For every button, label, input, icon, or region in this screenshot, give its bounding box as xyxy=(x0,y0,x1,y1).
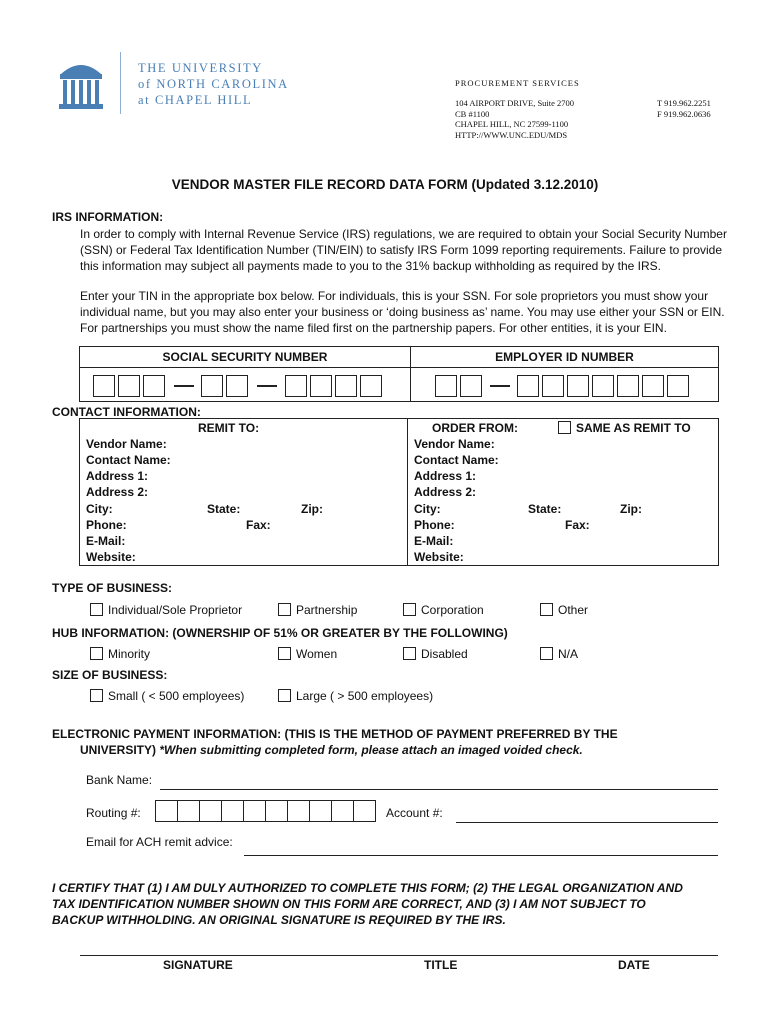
checkbox-icon[interactable] xyxy=(278,647,291,660)
ssn-digit-3[interactable] xyxy=(143,375,165,397)
remit-zip-field[interactable]: Zip: xyxy=(301,502,323,516)
option-label: Minority xyxy=(108,647,151,661)
option-label: N/A xyxy=(558,647,579,661)
order-email-field[interactable]: E-Mail: xyxy=(414,534,454,548)
order-city-field[interactable]: City: xyxy=(414,502,441,516)
payment-heading-line-1: ELECTRONIC PAYMENT INFORMATION: (THIS IS THE METHOD OF PAYMENT PREFERRED BY THE xyxy=(52,727,618,741)
routing-digit[interactable] xyxy=(331,800,354,822)
remit-fax-field[interactable]: Fax: xyxy=(246,518,271,532)
size-option-large[interactable] xyxy=(278,689,433,703)
order-website-field[interactable]: Website: xyxy=(414,550,464,564)
payment-heading-line-2 xyxy=(52,742,618,758)
routing-digit[interactable] xyxy=(265,800,288,822)
routing-digit[interactable] xyxy=(199,800,222,822)
checkbox-icon[interactable] xyxy=(90,647,103,660)
payment-heading xyxy=(52,726,618,758)
ssn-digit-9[interactable] xyxy=(360,375,382,397)
text-line: individual name, but you may also enter your business or ‘doing business as’ name. You may use either your SSN or EIN. xyxy=(80,305,725,319)
bank-name-label: Bank Name: xyxy=(86,773,153,787)
ssn-digit-1[interactable] xyxy=(93,375,115,397)
text-line: TAX IDENTIFICATION NUMBER SHOWN ON THIS FORM ARE CORRECT, AND (3) I AM NOT SUBJECT TO xyxy=(52,897,646,911)
irs-paragraph-2 xyxy=(80,288,725,336)
tin-header-divider xyxy=(80,367,718,368)
hub-option-disabled[interactable] xyxy=(403,647,468,661)
payment-heading-line-2a: UNIVERSITY) xyxy=(80,743,160,757)
checkbox-icon[interactable] xyxy=(278,689,291,702)
option-label: Large ( > 500 employees) xyxy=(296,689,434,703)
order-fax-field[interactable]: Fax: xyxy=(565,518,590,532)
text-line: For partnerships you must show the name filed first on the partnership papers. For other entities, it is your EIN. xyxy=(80,321,667,335)
text-line: BACKUP WITHHOLDING. AN ORIGINAL SIGNATURE IS REQUIRED BY THE IRS. xyxy=(52,913,506,927)
same-as-remit-checkbox[interactable] xyxy=(558,421,691,435)
address-line: CB #1100 xyxy=(455,108,490,119)
remit-city-field[interactable]: City: xyxy=(86,502,113,516)
size-option-small[interactable] xyxy=(90,689,244,703)
checkbox-icon[interactable] xyxy=(90,603,103,616)
department-name: PROCUREMENT SERVICES xyxy=(455,78,580,88)
signature-label: SIGNATURE xyxy=(163,958,233,972)
old-well-icon xyxy=(56,56,106,112)
routing-digit[interactable] xyxy=(353,800,376,822)
order-from-heading: ORDER FROM: xyxy=(432,421,518,435)
routing-label: Routing #: xyxy=(86,806,141,820)
account-label: Account #: xyxy=(386,806,443,820)
ein-digit-3[interactable] xyxy=(517,375,539,397)
ssn-digit-8[interactable] xyxy=(335,375,357,397)
routing-digit[interactable] xyxy=(177,800,200,822)
option-label: Disabled xyxy=(421,647,468,661)
irs-paragraph-1 xyxy=(80,226,727,274)
uni-line-3: at CHAPEL HILL xyxy=(138,93,253,107)
dash xyxy=(174,385,194,387)
option-label: Individual/Sole Proprietor xyxy=(108,603,243,617)
remit-vendor-name-field[interactable]: Vendor Name: xyxy=(86,437,167,451)
ein-digit-2[interactable] xyxy=(460,375,482,397)
routing-digit[interactable] xyxy=(243,800,266,822)
checkbox-icon[interactable] xyxy=(90,689,103,702)
text-line: I CERTIFY THAT (1) I AM DULY AUTHORIZED TO COMPLETE THIS FORM; (2) THE LEGAL ORGANIZATION AND xyxy=(52,881,683,895)
ein-digit-1[interactable] xyxy=(435,375,457,397)
text-line: this information may subject all payments made to you to the 31% backup withholding as required by the IRS. xyxy=(80,259,661,273)
form-title: VENDOR MASTER FILE RECORD DATA FORM (Updated 3.12.2010) xyxy=(171,177,599,192)
same-as-label: SAME AS REMIT TO xyxy=(576,421,691,435)
order-contact-name-field[interactable]: Contact Name: xyxy=(414,453,499,467)
ach-email-label: Email for ACH remit advice: xyxy=(86,835,233,849)
ach-email-input[interactable] xyxy=(244,855,718,856)
remit-contact-name-field[interactable]: Contact Name: xyxy=(86,453,171,467)
irs-heading: IRS INFORMATION: xyxy=(52,210,164,224)
business-option-corporation[interactable] xyxy=(403,603,484,617)
order-state-field[interactable]: State: xyxy=(528,502,562,516)
address-line: 104 AIRPORT DRIVE, Suite 2700 xyxy=(455,98,575,108)
text-line: Enter your TIN in the appropriate box below. For individuals, this is your SSN. For sole proprietors you must show your xyxy=(80,289,709,303)
ein-digit-8[interactable] xyxy=(642,375,664,397)
ein-digit-6[interactable] xyxy=(592,375,614,397)
ssn-digit-7[interactable] xyxy=(310,375,332,397)
ssn-digit-6[interactable] xyxy=(285,375,307,397)
hub-option-minority[interactable] xyxy=(90,647,150,661)
ssn-label: SOCIAL SECURITY NUMBER xyxy=(162,350,328,364)
contact-table xyxy=(79,418,719,566)
fax-number: F 919.962.0636 xyxy=(657,108,711,119)
option-label: Women xyxy=(296,647,338,661)
checkbox-icon[interactable] xyxy=(403,647,416,660)
remit-phone-field[interactable]: Phone: xyxy=(86,518,127,532)
ein-label: EMPLOYER ID NUMBER xyxy=(495,350,634,364)
routing-digit[interactable] xyxy=(155,800,178,822)
remit-state-field[interactable]: State: xyxy=(207,502,241,516)
ssn-digit-4[interactable] xyxy=(201,375,223,397)
business-option-partnership[interactable] xyxy=(278,603,357,617)
text-line: In order to comply with Internal Revenue Service (IRS) regulations, we are required to obtain your Social Security Number xyxy=(80,227,727,241)
checkbox-icon[interactable] xyxy=(403,603,416,616)
dash xyxy=(257,385,277,387)
order-address-1-field[interactable]: Address 1: xyxy=(414,469,477,483)
university-name xyxy=(138,60,289,108)
size-heading: SIZE OF BUSINESS: xyxy=(52,668,168,682)
remit-email-field[interactable]: E-Mail: xyxy=(86,534,126,548)
hub-option-women[interactable] xyxy=(278,647,337,661)
order-zip-field[interactable]: Zip: xyxy=(620,502,642,516)
checkbox-icon[interactable] xyxy=(540,603,553,616)
ein-digit-4[interactable] xyxy=(542,375,564,397)
remit-to-heading: REMIT TO: xyxy=(198,421,260,435)
date-label: DATE xyxy=(618,958,650,972)
checkbox-icon[interactable] xyxy=(558,421,571,434)
certification-statement xyxy=(52,880,683,928)
account-number-input[interactable] xyxy=(456,822,718,823)
text-line: (SSN) or Federal Tax Identification Number (TIN/EIN) to satisfy IRS Form 1099 reporting requirements. Failure to provide xyxy=(80,243,723,257)
remit-website-field[interactable]: Website: xyxy=(86,550,136,564)
option-label: Other xyxy=(558,603,589,617)
order-phone-field[interactable]: Phone: xyxy=(414,518,455,532)
remit-address-1-field[interactable]: Address 1: xyxy=(86,469,149,483)
checkbox-icon[interactable] xyxy=(540,647,553,660)
uni-line-2: of NORTH CAROLINA xyxy=(138,77,289,91)
business-type-heading: TYPE OF BUSINESS: xyxy=(52,581,173,595)
phone-number: T 919.962.2251 xyxy=(657,98,711,108)
order-address-2-field[interactable]: Address 2: xyxy=(414,485,477,499)
business-option-individual[interactable] xyxy=(90,603,242,617)
unc-logo xyxy=(56,56,106,112)
department-contact xyxy=(657,98,711,119)
routing-digit[interactable] xyxy=(309,800,332,822)
remit-address-2-field[interactable]: Address 2: xyxy=(86,485,149,499)
logo-divider xyxy=(120,52,121,114)
option-label: Corporation xyxy=(421,603,484,617)
department-address xyxy=(455,98,574,140)
ein-digit-9[interactable] xyxy=(667,375,689,397)
ssn-digit-5[interactable] xyxy=(226,375,248,397)
bank-name-input[interactable] xyxy=(160,789,718,790)
hub-option-na[interactable] xyxy=(540,647,578,661)
contact-heading: CONTACT INFORMATION: xyxy=(52,405,201,419)
address-line: CHAPEL HILL, NC 27599-1100 xyxy=(455,119,569,129)
ein-digit-5[interactable] xyxy=(567,375,589,397)
signature-line[interactable] xyxy=(80,955,718,956)
website-link[interactable]: HTTP://WWW.UNC.EDU/MDS xyxy=(455,129,568,140)
payment-note: *When submitting completed form, please attach an imaged voided check. xyxy=(159,743,583,757)
contact-divider xyxy=(407,419,408,565)
option-label: Small ( < 500 employees) xyxy=(108,689,245,703)
business-option-other[interactable] xyxy=(540,603,588,617)
checkbox-icon[interactable] xyxy=(278,603,291,616)
hub-heading: HUB INFORMATION: (OWNERSHIP OF 51% OR GREATER BY THE FOLLOWING) xyxy=(52,626,508,640)
ein-digit-7[interactable] xyxy=(617,375,639,397)
routing-digit[interactable] xyxy=(287,800,310,822)
order-vendor-name-field[interactable]: Vendor Name: xyxy=(414,437,495,451)
dash xyxy=(490,385,510,387)
option-label: Partnership xyxy=(296,603,358,617)
uni-line-1: THE UNIVERSITY xyxy=(138,61,263,75)
ssn-digit-2[interactable] xyxy=(118,375,140,397)
routing-digit[interactable] xyxy=(221,800,244,822)
title-label: TITLE xyxy=(424,958,458,972)
